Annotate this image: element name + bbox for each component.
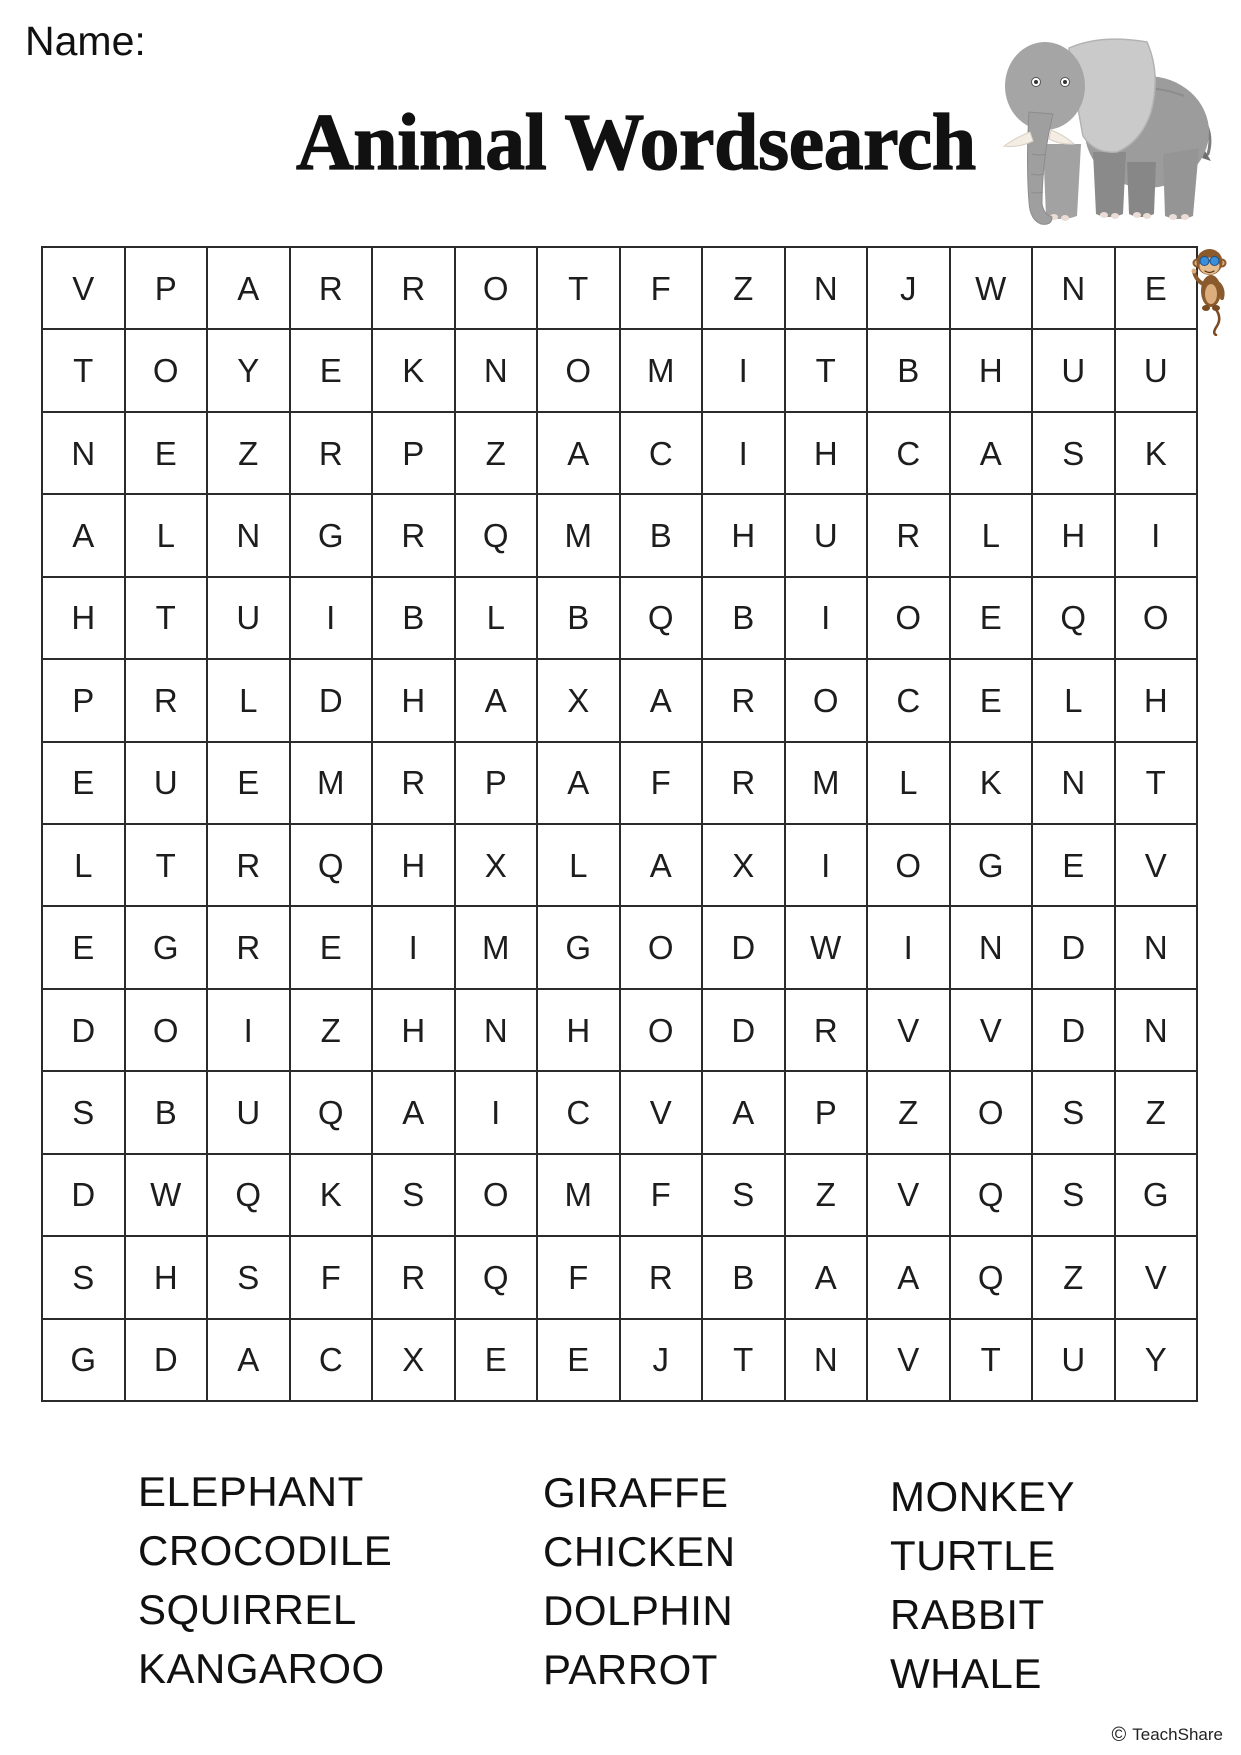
- grid-cell[interactable]: E: [538, 1320, 619, 1400]
- grid-cell[interactable]: L: [43, 825, 124, 905]
- name-label: Name:: [25, 18, 146, 64]
- grid-cell[interactable]: H: [43, 578, 124, 658]
- grid-cell[interactable]: H: [786, 413, 867, 493]
- grid-cell[interactable]: U: [1033, 1320, 1114, 1400]
- word-list-item: TURTLE: [890, 1532, 1056, 1579]
- word-list-item: SQUIRREL: [138, 1586, 357, 1633]
- grid-cell[interactable]: O: [951, 1072, 1032, 1152]
- grid-cell[interactable]: V: [951, 990, 1032, 1070]
- grid-cell[interactable]: Q: [291, 1072, 372, 1152]
- grid-cell[interactable]: P: [456, 743, 537, 823]
- grid-cell[interactable]: V: [1116, 825, 1197, 905]
- grid-cell[interactable]: Q: [208, 1155, 289, 1235]
- grid-cell[interactable]: I: [373, 907, 454, 987]
- grid-cell[interactable]: E: [126, 413, 207, 493]
- word-list-item: CROCODILE: [138, 1527, 393, 1574]
- grid-cell[interactable]: J: [621, 1320, 702, 1400]
- monkey-head: [1193, 249, 1227, 275]
- grid-cell[interactable]: I: [786, 825, 867, 905]
- grid-cell[interactable]: N: [208, 495, 289, 575]
- grid-cell[interactable]: M: [291, 743, 372, 823]
- grid-cell[interactable]: O: [621, 907, 702, 987]
- grid-cell[interactable]: T: [43, 330, 124, 410]
- word-list-column-3: [890, 1467, 1075, 1703]
- grid-cell[interactable]: V: [43, 248, 124, 328]
- grid-cell[interactable]: A: [208, 248, 289, 328]
- elephant-illustration: [999, 34, 1214, 227]
- grid-cell[interactable]: A: [43, 495, 124, 575]
- grid-cell[interactable]: K: [951, 743, 1032, 823]
- grid-cell[interactable]: V: [621, 1072, 702, 1152]
- grid-cell[interactable]: A: [208, 1320, 289, 1400]
- grid-cell[interactable]: S: [1033, 1072, 1114, 1152]
- grid-cell[interactable]: P: [126, 248, 207, 328]
- grid-cell[interactable]: E: [951, 578, 1032, 658]
- grid-cell[interactable]: B: [703, 578, 784, 658]
- grid-cell[interactable]: R: [208, 825, 289, 905]
- grid-cell[interactable]: G: [126, 907, 207, 987]
- grid-cell[interactable]: Q: [951, 1237, 1032, 1317]
- grid-cell[interactable]: H: [373, 990, 454, 1070]
- word-list-item: ELEPHANT: [138, 1468, 364, 1515]
- grid-cell[interactable]: S: [43, 1072, 124, 1152]
- grid-cell[interactable]: T: [126, 825, 207, 905]
- grid-cell[interactable]: A: [538, 743, 619, 823]
- grid-cell[interactable]: D: [43, 990, 124, 1070]
- grid-cell[interactable]: N: [1116, 907, 1197, 987]
- grid-cell[interactable]: F: [621, 743, 702, 823]
- grid-cell[interactable]: L: [208, 660, 289, 740]
- grid-cell[interactable]: E: [43, 743, 124, 823]
- grid-cell[interactable]: Z: [1116, 1072, 1197, 1152]
- grid-cell[interactable]: S: [208, 1237, 289, 1317]
- grid-cell[interactable]: A: [373, 1072, 454, 1152]
- grid-cell[interactable]: U: [1116, 330, 1197, 410]
- grid-cell[interactable]: B: [538, 578, 619, 658]
- grid-cell[interactable]: E: [291, 907, 372, 987]
- grid-cell[interactable]: P: [43, 660, 124, 740]
- grid-cell[interactable]: O: [456, 248, 537, 328]
- word-grid: [41, 246, 1198, 1402]
- grid-cell[interactable]: L: [1033, 660, 1114, 740]
- grid-cell[interactable]: E: [456, 1320, 537, 1400]
- grid-cell[interactable]: V: [868, 990, 949, 1070]
- monkey-body: [1192, 269, 1223, 312]
- grid-cell[interactable]: B: [868, 330, 949, 410]
- grid-cell[interactable]: Q: [951, 1155, 1032, 1235]
- grid-cell[interactable]: S: [1033, 413, 1114, 493]
- grid-cell[interactable]: U: [126, 743, 207, 823]
- grid-cell[interactable]: R: [703, 743, 784, 823]
- grid-cell[interactable]: R: [291, 413, 372, 493]
- grid-cell[interactable]: N: [456, 990, 537, 1070]
- copyright-notice: [1112, 1724, 1223, 1746]
- page-title: Animal Wordsearch: [296, 99, 976, 187]
- grid-cell[interactable]: I: [868, 907, 949, 987]
- grid-cell[interactable]: P: [786, 1072, 867, 1152]
- grid-cell[interactable]: G: [291, 495, 372, 575]
- grid-cell[interactable]: Q: [456, 495, 537, 575]
- grid-cell[interactable]: A: [621, 660, 702, 740]
- grid-cell[interactable]: T: [1116, 743, 1197, 823]
- grid-cell[interactable]: A: [703, 1072, 784, 1152]
- grid-cell[interactable]: U: [786, 495, 867, 575]
- grid-cell[interactable]: A: [868, 1237, 949, 1317]
- grid-cell[interactable]: W: [951, 248, 1032, 328]
- grid-cell[interactable]: R: [786, 990, 867, 1070]
- grid-cell[interactable]: A: [621, 825, 702, 905]
- grid-cell[interactable]: B: [703, 1237, 784, 1317]
- grid-cell[interactable]: M: [456, 907, 537, 987]
- grid-cell[interactable]: I: [1116, 495, 1197, 575]
- grid-cell[interactable]: D: [43, 1155, 124, 1235]
- grid-cell[interactable]: E: [1116, 248, 1197, 328]
- grid-cell[interactable]: T: [951, 1320, 1032, 1400]
- grid-cell[interactable]: M: [538, 1155, 619, 1235]
- grid-cell[interactable]: O: [456, 1155, 537, 1235]
- word-list-column-1: [138, 1462, 392, 1698]
- grid-cell[interactable]: E: [43, 907, 124, 987]
- grid-cell[interactable]: R: [373, 248, 454, 328]
- grid-cell[interactable]: S: [1033, 1155, 1114, 1235]
- grid-cell[interactable]: P: [373, 413, 454, 493]
- grid-cell[interactable]: F: [538, 1237, 619, 1317]
- word-list-item: KANGAROO: [138, 1645, 385, 1692]
- grid-cell[interactable]: Z: [1033, 1237, 1114, 1317]
- grid-cell[interactable]: C: [868, 660, 949, 740]
- grid-cell[interactable]: Z: [868, 1072, 949, 1152]
- grid-cell[interactable]: Q: [291, 825, 372, 905]
- grid-cell[interactable]: A: [951, 413, 1032, 493]
- grid-cell[interactable]: B: [126, 1072, 207, 1152]
- grid-cell[interactable]: V: [868, 1155, 949, 1235]
- grid-cell[interactable]: D: [703, 907, 784, 987]
- grid-cell[interactable]: O: [538, 330, 619, 410]
- grid-cell[interactable]: D: [1033, 907, 1114, 987]
- grid-cell[interactable]: U: [208, 578, 289, 658]
- grid-cell[interactable]: S: [703, 1155, 784, 1235]
- grid-cell[interactable]: U: [208, 1072, 289, 1152]
- grid-cell[interactable]: Z: [703, 248, 784, 328]
- grid-cell[interactable]: N: [786, 248, 867, 328]
- grid-cell[interactable]: F: [621, 1155, 702, 1235]
- grid-cell[interactable]: I: [786, 578, 867, 658]
- grid-cell[interactable]: S: [43, 1237, 124, 1317]
- grid-cell[interactable]: G: [538, 907, 619, 987]
- grid-cell[interactable]: H: [951, 330, 1032, 410]
- grid-cell[interactable]: Q: [1033, 578, 1114, 658]
- grid-cell[interactable]: Y: [208, 330, 289, 410]
- grid-cell[interactable]: X: [538, 660, 619, 740]
- grid-cell[interactable]: B: [621, 495, 702, 575]
- grid-cell[interactable]: U: [1033, 330, 1114, 410]
- grid-cell[interactable]: R: [291, 248, 372, 328]
- word-list-item: RABBIT: [890, 1591, 1045, 1638]
- grid-cell[interactable]: R: [621, 1237, 702, 1317]
- grid-cell[interactable]: B: [373, 578, 454, 658]
- grid-cell[interactable]: A: [456, 660, 537, 740]
- grid-cell[interactable]: E: [208, 743, 289, 823]
- grid-cell[interactable]: J: [868, 248, 949, 328]
- grid-cell[interactable]: R: [373, 1237, 454, 1317]
- grid-cell[interactable]: N: [1116, 990, 1197, 1070]
- grid-cell[interactable]: E: [951, 660, 1032, 740]
- grid-cell[interactable]: H: [538, 990, 619, 1070]
- word-list-item: PARROT: [543, 1646, 718, 1693]
- grid-cell[interactable]: T: [538, 248, 619, 328]
- grid-cell[interactable]: L: [951, 495, 1032, 575]
- grid-cell[interactable]: E: [291, 330, 372, 410]
- grid-cell[interactable]: Z: [291, 990, 372, 1070]
- grid-cell[interactable]: R: [126, 660, 207, 740]
- grid-cell[interactable]: F: [621, 248, 702, 328]
- grid-cell[interactable]: H: [373, 825, 454, 905]
- grid-cell[interactable]: Q: [621, 578, 702, 658]
- grid-cell[interactable]: H: [1116, 660, 1197, 740]
- grid-cell[interactable]: S: [373, 1155, 454, 1235]
- grid-cell[interactable]: F: [291, 1237, 372, 1317]
- grid-cell[interactable]: N: [1033, 743, 1114, 823]
- grid-cell[interactable]: I: [456, 1072, 537, 1152]
- grid-cell[interactable]: R: [373, 743, 454, 823]
- grid-cell[interactable]: C: [868, 413, 949, 493]
- grid-cell[interactable]: I: [703, 413, 784, 493]
- grid-cell[interactable]: I: [291, 578, 372, 658]
- grid-cell[interactable]: K: [291, 1155, 372, 1235]
- grid-cell[interactable]: X: [456, 825, 537, 905]
- grid-cell[interactable]: N: [786, 1320, 867, 1400]
- grid-cell[interactable]: T: [786, 330, 867, 410]
- grid-cell[interactable]: G: [43, 1320, 124, 1400]
- grid-cell[interactable]: W: [126, 1155, 207, 1235]
- grid-cell[interactable]: T: [703, 1320, 784, 1400]
- grid-cell[interactable]: Z: [456, 413, 537, 493]
- grid-cell[interactable]: O: [621, 990, 702, 1070]
- grid-cell[interactable]: G: [1116, 1155, 1197, 1235]
- word-list-item: CHICKEN: [543, 1528, 736, 1575]
- word-list-item: DOLPHIN: [543, 1587, 734, 1634]
- grid-cell[interactable]: O: [126, 330, 207, 410]
- grid-cell[interactable]: H: [1033, 495, 1114, 575]
- grid-cell[interactable]: R: [373, 495, 454, 575]
- grid-cell[interactable]: V: [868, 1320, 949, 1400]
- grid-cell[interactable]: T: [126, 578, 207, 658]
- grid-cell[interactable]: X: [373, 1320, 454, 1400]
- grid-cell[interactable]: G: [951, 825, 1032, 905]
- grid-cell[interactable]: W: [786, 907, 867, 987]
- grid-cell[interactable]: M: [786, 743, 867, 823]
- grid-cell[interactable]: H: [126, 1237, 207, 1317]
- grid-cell[interactable]: A: [538, 413, 619, 493]
- grid-cell[interactable]: D: [126, 1320, 207, 1400]
- grid-cell[interactable]: L: [456, 578, 537, 658]
- grid-cell[interactable]: R: [868, 495, 949, 575]
- grid-cell[interactable]: M: [621, 330, 702, 410]
- grid-cell[interactable]: Q: [456, 1237, 537, 1317]
- grid-cell[interactable]: H: [703, 495, 784, 575]
- grid-cell[interactable]: N: [456, 330, 537, 410]
- grid-cell[interactable]: O: [868, 578, 949, 658]
- word-list-column-2: [543, 1463, 736, 1699]
- grid-cell[interactable]: O: [1116, 578, 1197, 658]
- grid-cell[interactable]: N: [951, 907, 1032, 987]
- grid-cell[interactable]: K: [373, 330, 454, 410]
- grid-cell[interactable]: I: [703, 330, 784, 410]
- word-list-item: GIRAFFE: [543, 1469, 729, 1516]
- grid-cell[interactable]: D: [703, 990, 784, 1070]
- word-list-item: WHALE: [890, 1650, 1042, 1697]
- grid-cell[interactable]: Z: [786, 1155, 867, 1235]
- grid-cell[interactable]: O: [868, 825, 949, 905]
- grid-cell[interactable]: L: [868, 743, 949, 823]
- monkey-illustration: [1191, 244, 1227, 336]
- grid-cell[interactable]: N: [43, 413, 124, 493]
- grid-cell[interactable]: L: [126, 495, 207, 575]
- grid-cell[interactable]: V: [1116, 1237, 1197, 1317]
- grid-cell[interactable]: R: [703, 660, 784, 740]
- copyright-icon: ©: [1111, 1724, 1127, 1746]
- grid-cell[interactable]: K: [1116, 413, 1197, 493]
- grid-cell[interactable]: C: [291, 1320, 372, 1400]
- grid-cell[interactable]: N: [1033, 248, 1114, 328]
- grid-cell[interactable]: R: [208, 907, 289, 987]
- grid-cell[interactable]: A: [786, 1237, 867, 1317]
- grid-cell[interactable]: Y: [1116, 1320, 1197, 1400]
- grid-cell[interactable]: E: [1033, 825, 1114, 905]
- grid-cell[interactable]: D: [291, 660, 372, 740]
- elephant-legs: [1043, 144, 1199, 221]
- grid-cell[interactable]: L: [538, 825, 619, 905]
- grid-cell[interactable]: D: [1033, 990, 1114, 1070]
- grid-cell[interactable]: O: [126, 990, 207, 1070]
- brand-name: TeachShare: [1132, 1725, 1223, 1744]
- grid-cell[interactable]: O: [786, 660, 867, 740]
- grid-cell[interactable]: C: [621, 413, 702, 493]
- grid-cell[interactable]: M: [538, 495, 619, 575]
- grid-cell[interactable]: H: [373, 660, 454, 740]
- grid-cell[interactable]: C: [538, 1072, 619, 1152]
- grid-cell[interactable]: Z: [208, 413, 289, 493]
- grid-cell[interactable]: X: [703, 825, 784, 905]
- word-list-item: MONKEY: [890, 1473, 1076, 1520]
- grid-cell[interactable]: I: [208, 990, 289, 1070]
